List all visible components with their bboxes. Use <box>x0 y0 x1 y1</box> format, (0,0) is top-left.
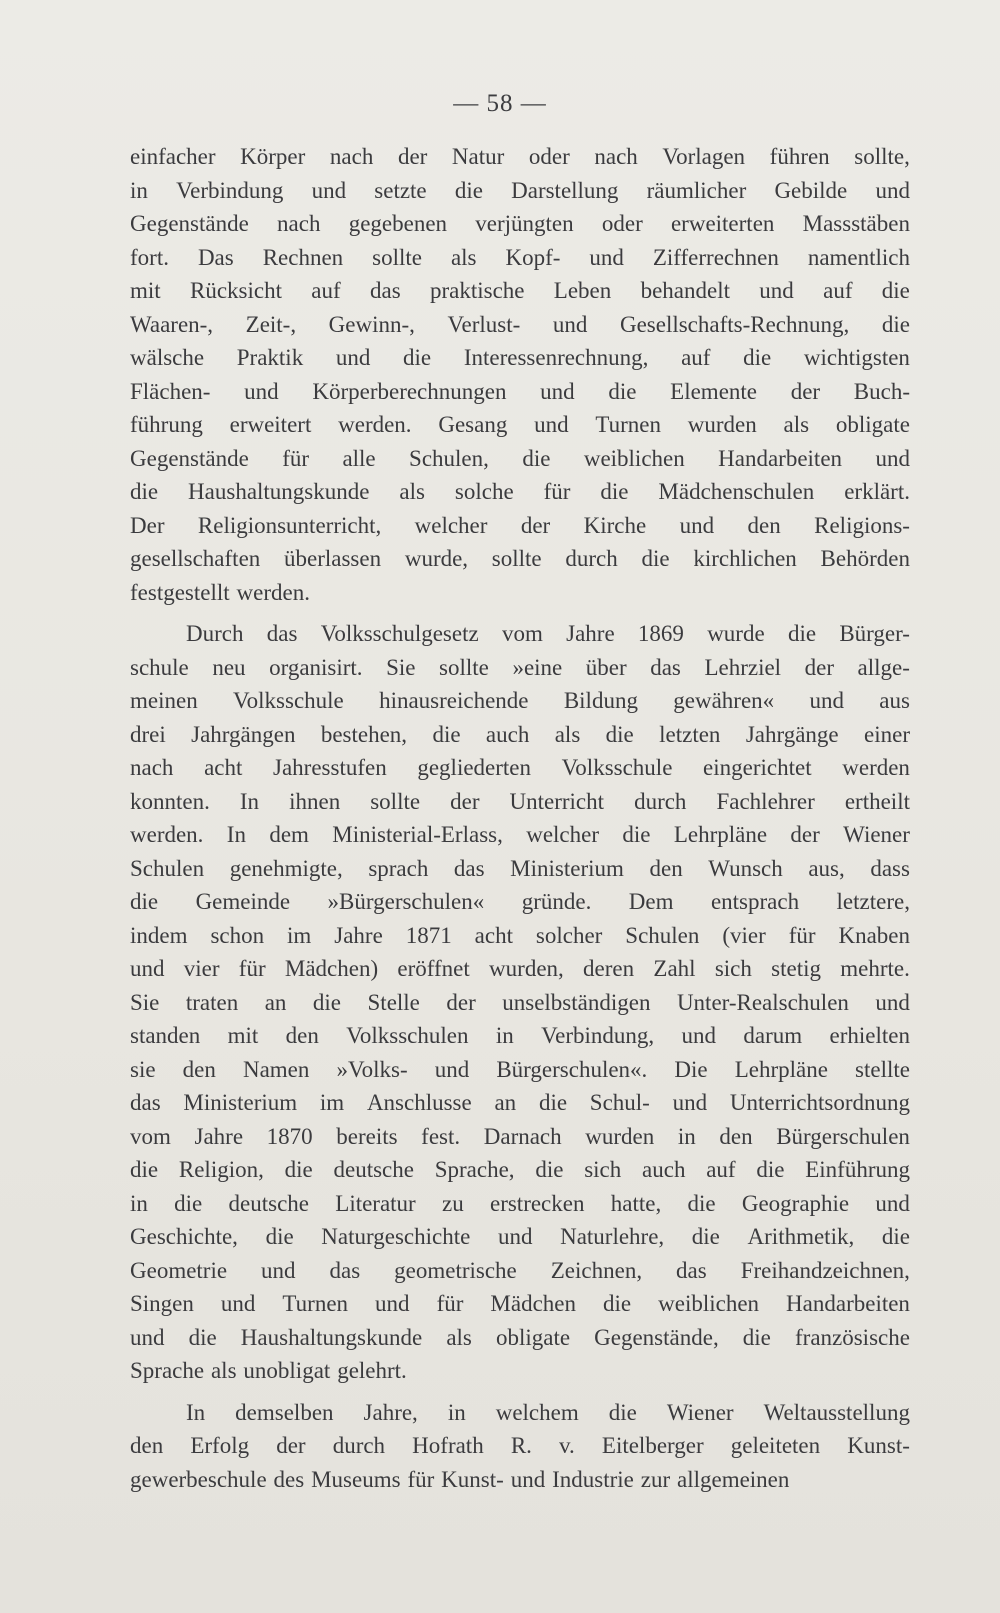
text-line: In demselben Jahre, in welchem die Wiener Weltausstellung <box>186 1399 910 1425</box>
text-line: Geometrie und das geometrische Zeichnen, das Freihandzeichnen, <box>130 1257 910 1283</box>
text-line: Der Religionsunterricht, welcher der Kirche und den Religions- <box>130 512 910 538</box>
text-line: vom Jahre 1870 bereits fest. Darnach wurden in den Bürgerschulen <box>130 1123 910 1149</box>
text-line: einfacher Körper nach der Natur oder nach Vorlagen führen sollte, <box>130 144 910 169</box>
paragraph-2 <box>130 617 910 1388</box>
text-line: in die deutsche Literatur zu erstrecken hatte, die Geographie und <box>130 1190 910 1216</box>
text-line: nach acht Jahresstufen gegliederten Volksschule eingerichtet werden <box>130 755 910 780</box>
text-line: Gegenstände für alle Schulen, die weiblichen Handarbeiten und <box>130 445 910 471</box>
text-line: Gegenstände nach gegebenen verjüngten oder erweiterten Massstäben <box>130 211 910 236</box>
text-line: festgestellt werden. <box>130 579 310 605</box>
text-line: konnten. In ihnen sollte der Unterricht durch Fachlehrer ertheilt <box>130 788 910 814</box>
text-line: und vier für Mädchen) eröffnet wurden, deren Zahl sich stetig mehrte. <box>130 956 910 981</box>
text-line: gesellschaften überlassen wurde, sollte durch die kirchlichen Behörden <box>130 546 910 571</box>
text-line: meinen Volksschule hinausreichende Bildung gewähren« und aus <box>130 688 910 713</box>
text-line: Waaren-, Zeit-, Gewinn-, Verlust- und Gesellschafts-Rechnung, die <box>130 311 910 337</box>
text-line: standen mit den Volksschulen in Verbindung, und darum erhielten <box>130 1023 910 1048</box>
text-line: Sie traten an die Stelle der unselbständigen Unter-Realschulen und <box>130 989 910 1015</box>
text-line: Sprache als unobligat gelehrt. <box>130 1358 407 1383</box>
text-line: die Gemeinde »Bürgerschulen« gründe. Dem entsprach letztere, <box>130 889 910 914</box>
text-line: Flächen- und Körperberechnungen und die Elemente der Buch- <box>130 378 910 404</box>
text-line: den Erfolg der durch Hofrath R. v. Eitelberger geleiteten Kunst- <box>130 1433 910 1458</box>
text-line: Singen und Turnen und für Mädchen die weiblichen Handarbeiten <box>130 1291 910 1316</box>
page-number: — 58 — <box>453 90 547 117</box>
paragraph-1 <box>130 140 910 609</box>
text-line: das Ministerium im Anschlusse an die Schul- und Unterrichtsordnung <box>130 1090 910 1115</box>
text-line: sie den Namen »Volks- und Bürgerschulen«. Die Lehrpläne stellte <box>130 1056 910 1082</box>
text-line: fort. Das Rechnen sollte als Kopf- und Zifferrechnen namentlich <box>130 244 910 270</box>
text-line: die Haushaltungskunde als solche für die Mädchenschulen erklärt. <box>130 479 910 504</box>
text-line: Geschichte, die Naturgeschichte und Naturlehre, die Arithmetik, die <box>130 1224 910 1249</box>
text-line: die Religion, die deutsche Sprache, die sich auch auf die Einführung <box>130 1157 910 1182</box>
text-line: Schulen genehmigte, sprach das Ministerium den Wunsch aus, dass <box>130 855 910 881</box>
text-line: Durch das Volksschulgesetz vom Jahre 1869 wurde die Bürger- <box>186 621 910 646</box>
text-line: und die Haushaltungskunde als obligate Gegenstände, die französische <box>130 1324 910 1350</box>
text-line: indem schon im Jahre 1871 acht solcher Schulen (vier für Knaben <box>130 922 910 948</box>
text-line: mit Rücksicht auf das praktische Leben behandelt und auf die <box>130 278 910 303</box>
text-line: wälsche Praktik und die Interessenrechnung, auf die wichtigsten <box>130 345 910 370</box>
text-line: schule neu organisirt. Sie sollte »eine über das Lehrziel der allge- <box>130 654 910 680</box>
text-line: in Verbindung und setzte die Darstellung räumlicher Gebilde und <box>130 177 910 203</box>
paragraph-3 <box>130 1396 910 1497</box>
text-line: drei Jahrgängen bestehen, die auch als die letzten Jahrgänge einer <box>130 721 910 747</box>
body-text <box>130 140 910 1496</box>
text-line: gewerbeschule des Museums für Kunst- und Industrie zur allgemeinen <box>130 1466 790 1492</box>
text-line: führung erweitert werden. Gesang und Turnen wurden als obligate <box>130 412 910 437</box>
text-line: werden. In dem Ministerial-Erlass, welcher die Lehrpläne der Wiener <box>130 822 910 847</box>
